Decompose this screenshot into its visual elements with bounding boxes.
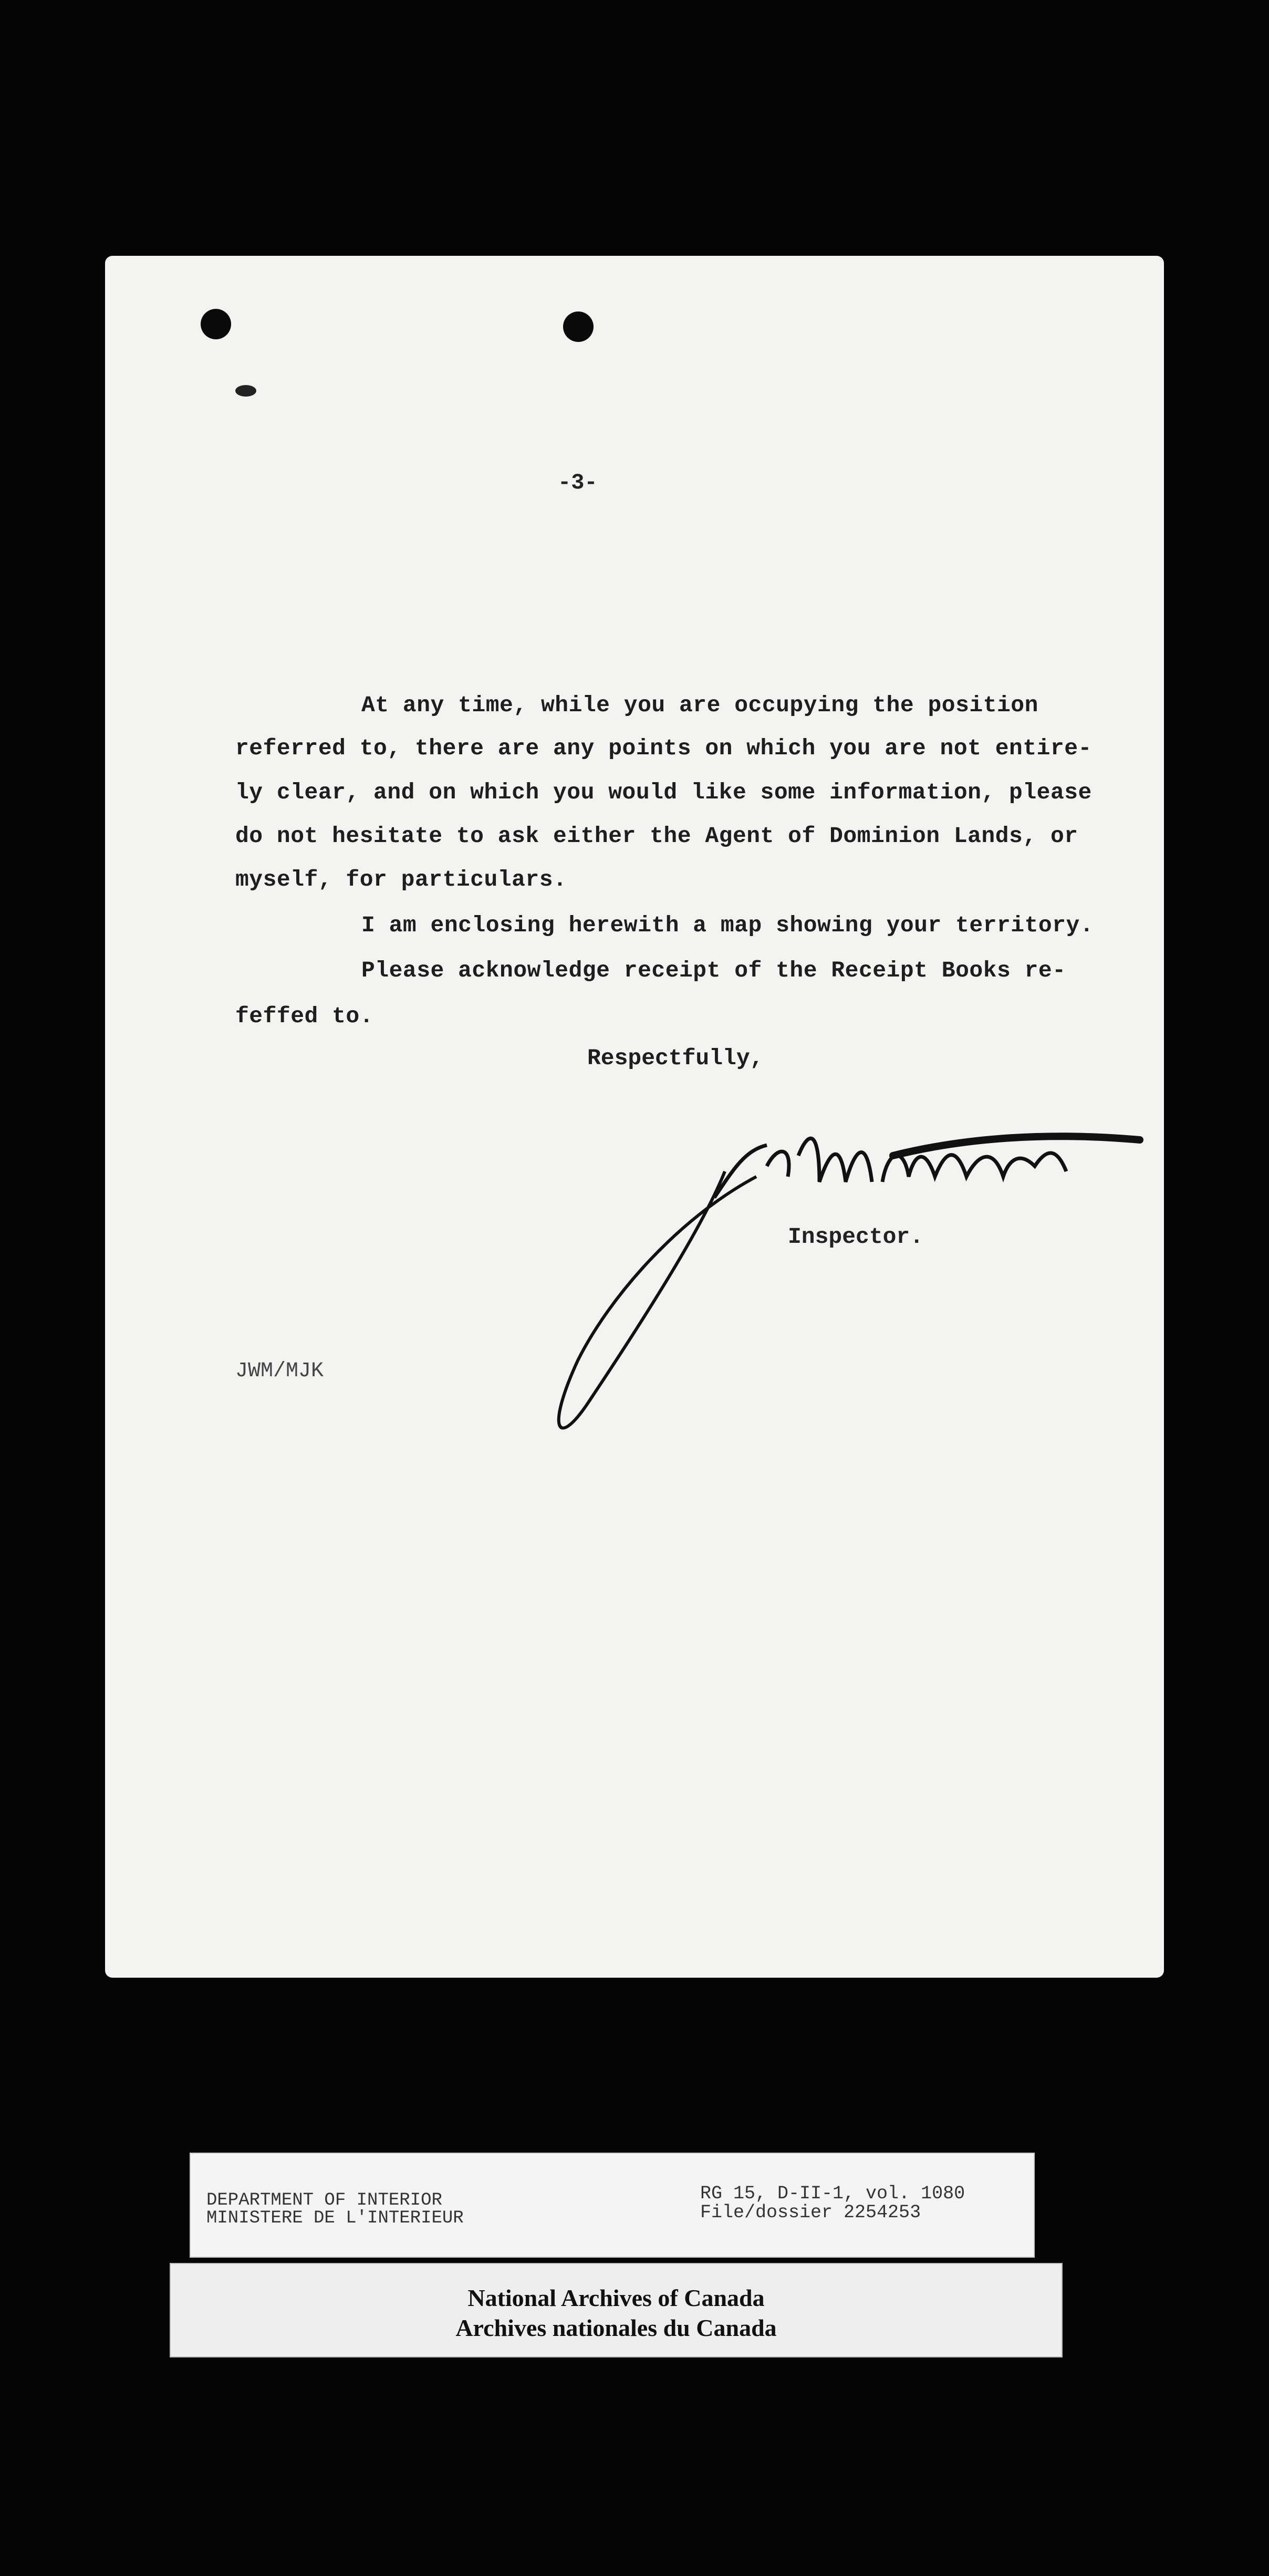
ink-speck: [235, 385, 256, 397]
body-line-4: do not hesitate to ask either the Agent of Dominion Lands, or: [235, 823, 1078, 849]
punch-hole-left: [201, 309, 231, 339]
archive-banner: [170, 2263, 1063, 2357]
banner-french: Archives nationales du Canada: [455, 2314, 777, 2341]
body-line-5: myself, for particulars.: [235, 867, 567, 892]
signer-title: Inspector.: [788, 1224, 924, 1250]
handwritten-signature: [546, 1087, 1156, 1434]
body-line-7: Please acknowledge receipt of the Receipt Books re-: [361, 958, 1066, 983]
body-line-8: feffed to.: [235, 1003, 374, 1029]
department-fr: MINISTERE DE L'INTERIEUR: [206, 2208, 464, 2228]
department-names: [206, 2191, 464, 2227]
body-line-2: referred to, there are any points on which you are not entire-: [235, 735, 1092, 761]
body-line-1: At any time, while you are occupying the position: [361, 692, 1038, 718]
page-number: -3-: [558, 470, 598, 495]
closing: Respectfully,: [587, 1045, 764, 1071]
record-group: RG 15, D-II-1, vol. 1080: [700, 2183, 965, 2204]
typist-initials: JWM/MJK: [235, 1359, 324, 1383]
body-line-3: ly clear, and on which you would like some information, please: [235, 780, 1092, 805]
banner-english: National Archives of Canada: [467, 2284, 765, 2311]
archive-reference-label: [190, 2153, 1035, 2258]
punch-hole-right: [563, 311, 594, 342]
file-reference: [700, 2184, 965, 2222]
department-en: DEPARTMENT OF INTERIOR: [206, 2190, 442, 2210]
body-line-6: I am enclosing herewith a map showing your territory.: [361, 912, 1094, 938]
file-number: File/dossier 2254253: [700, 2202, 921, 2223]
